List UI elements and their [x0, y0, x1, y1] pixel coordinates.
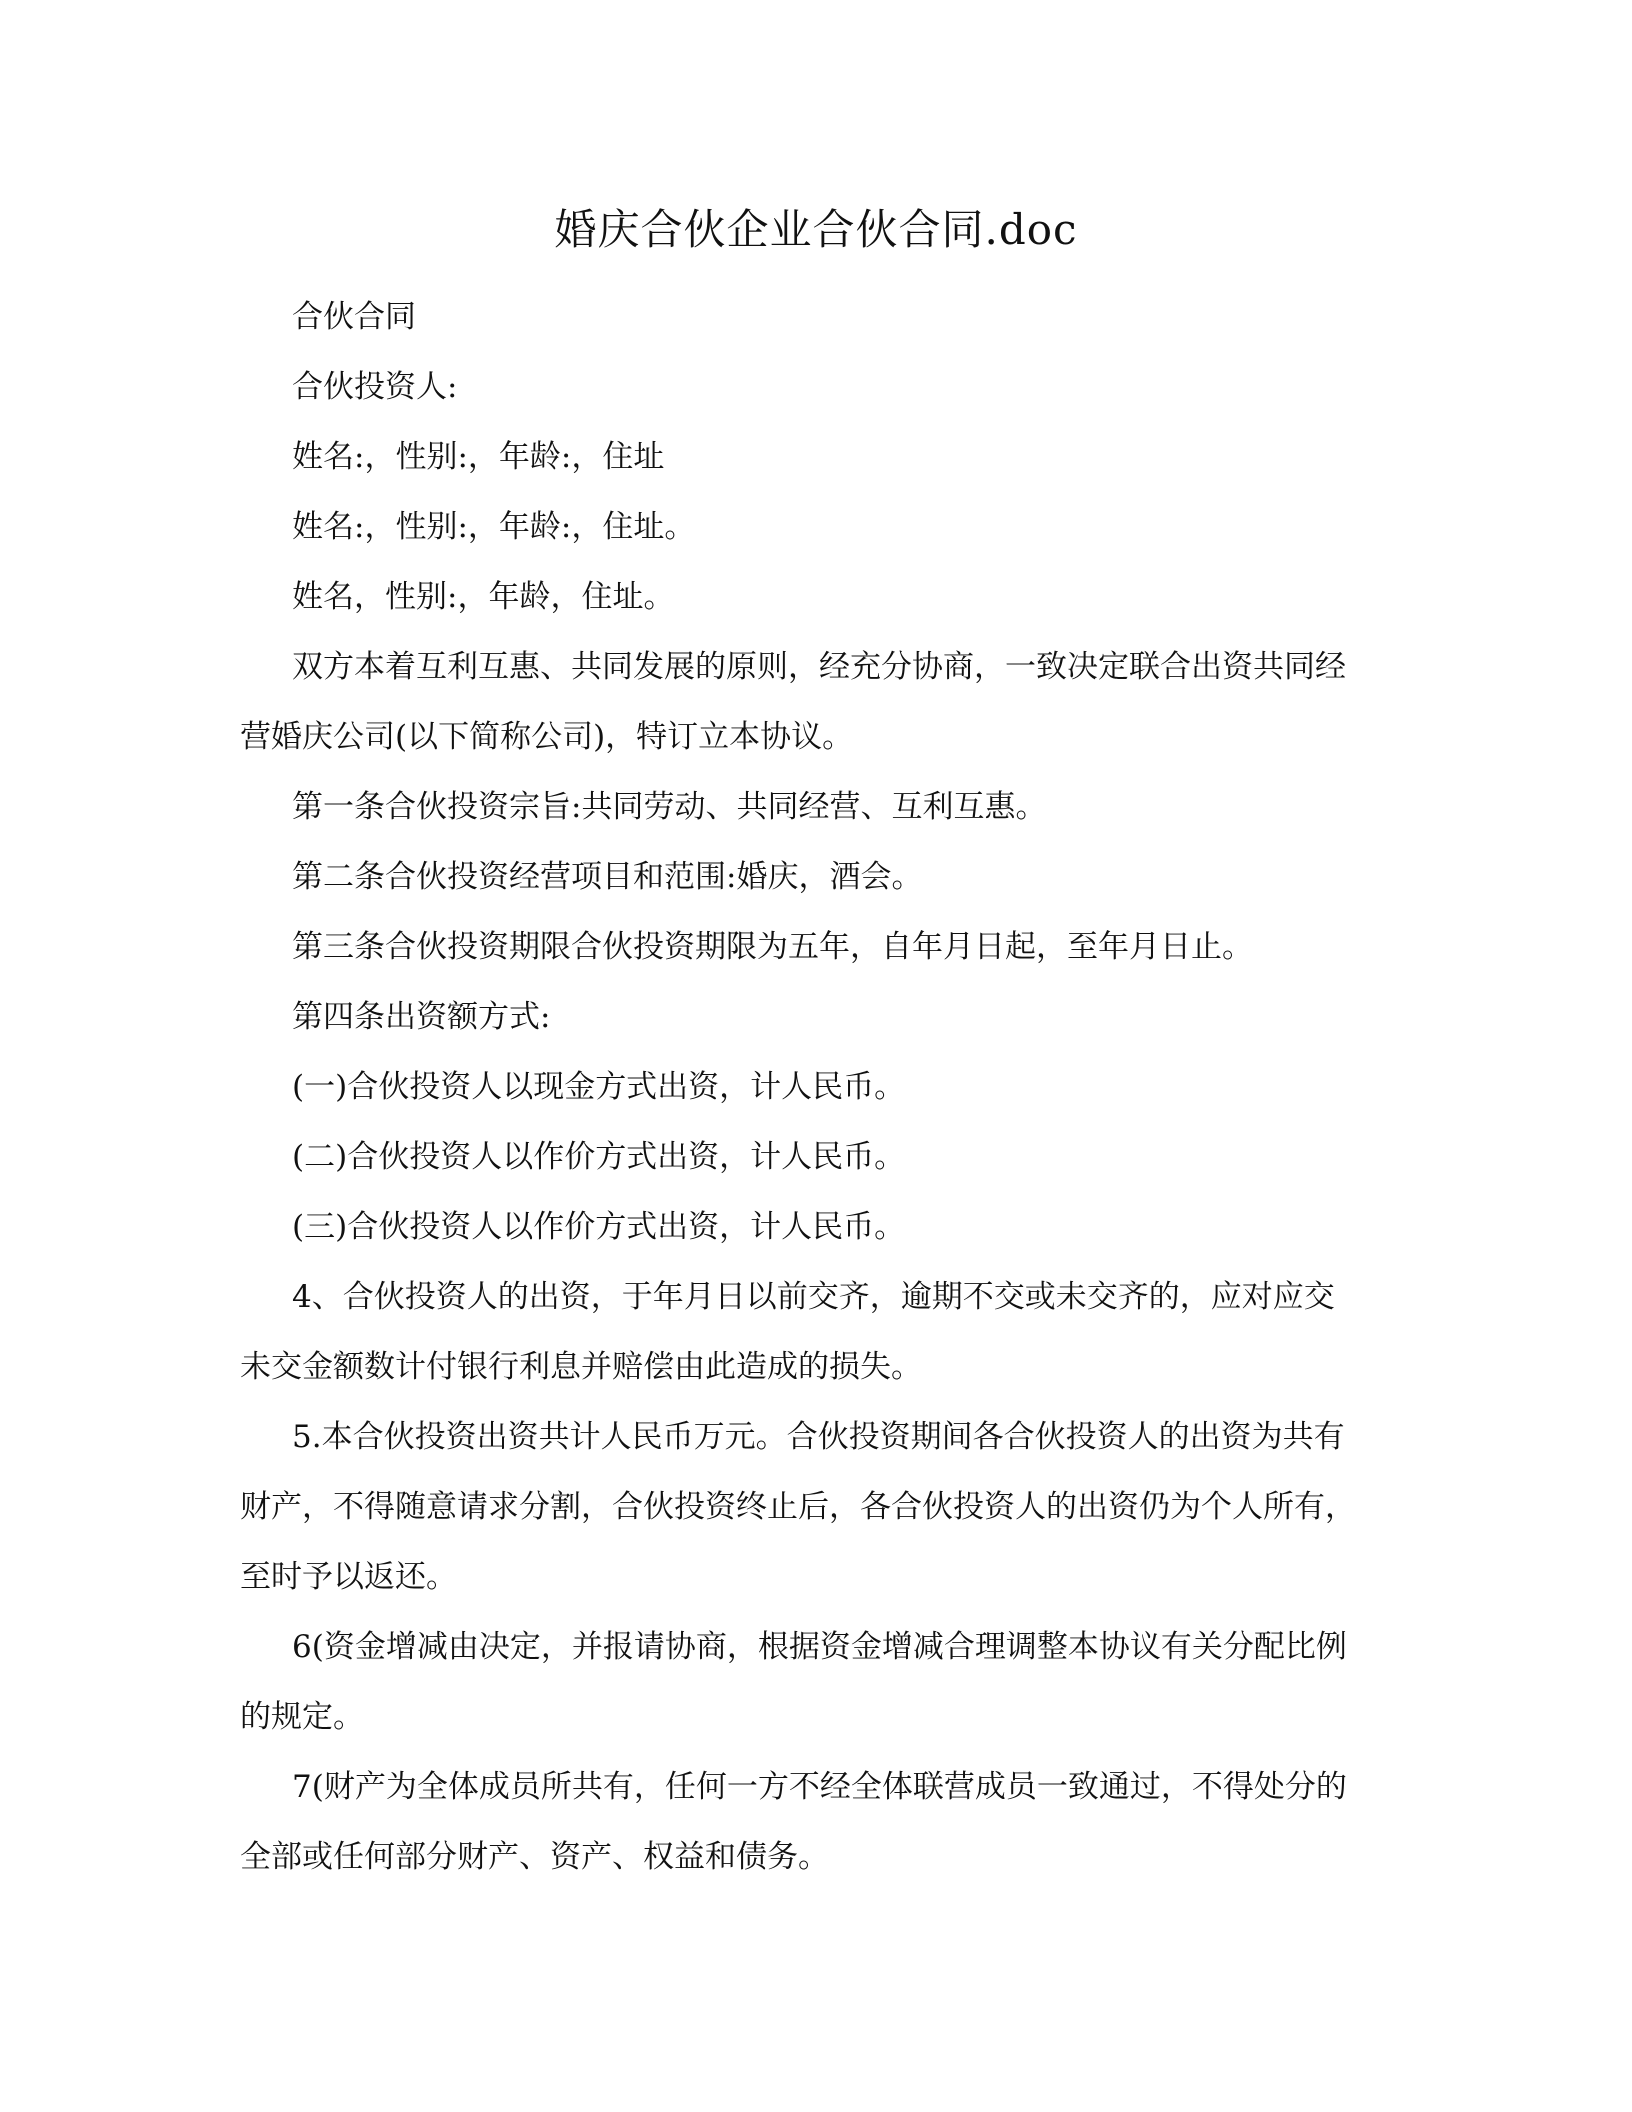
paragraph [240, 282, 1390, 352]
paragraph [240, 1752, 1390, 1892]
paragraph-line: 合伙合同 [292, 299, 416, 335]
paragraph-line: 第一条合伙投资宗旨:共同劳动、共同经营、互利互惠。 [292, 789, 1047, 825]
paragraph [240, 422, 1390, 492]
paragraph-line: 4、合伙投资人的出资，于年月日以前交齐，逾期不交或未交齐的，应对应交 [292, 1279, 1335, 1315]
paragraph-line: 至时予以返还。 [240, 1559, 457, 1595]
paragraph-line: 姓名:，性别:，年龄:，住址。 [292, 509, 696, 545]
paragraph-line: 第三条合伙投资期限合伙投资期限为五年，自年月日起，至年月日止。 [292, 929, 1253, 965]
paragraph-line: 营婚庆公司(以下简称公司)，特订立本协议。 [240, 719, 854, 755]
paragraph-line: (二)合伙投资人以作价方式出资，计人民币。 [292, 1139, 906, 1175]
paragraph-line: 双方本着互利互惠、共同发展的原则，经充分协商，一致决定联合出资共同经 [292, 649, 1346, 685]
paragraph [240, 842, 1390, 912]
paragraph-line: 财产，不得随意请求分割，合伙投资终止后，各合伙投资人的出资仍为个人所有， [240, 1489, 1356, 1525]
paragraph [240, 1612, 1390, 1752]
paragraph [240, 1192, 1390, 1262]
paragraph-line: 6(资金增减由决定，并报请协商，根据资金增减合理调整本协议有关分配比例 [292, 1629, 1347, 1665]
paragraph [240, 1122, 1390, 1192]
paragraph [240, 492, 1390, 562]
paragraph [240, 352, 1390, 422]
paragraph-line: (三)合伙投资人以作价方式出资，计人民币。 [292, 1209, 906, 1245]
paragraph [240, 982, 1390, 1052]
paragraph-line: 全部或任何部分财产、资产、权益和债务。 [240, 1839, 829, 1875]
paragraph-line: 未交金额数计付银行利息并赔偿由此造成的损失。 [240, 1349, 922, 1385]
paragraph-line: 姓名，性别:，年龄，住址。 [292, 579, 675, 615]
paragraph-line: 第四条出资额方式: [292, 999, 551, 1035]
paragraph [240, 562, 1390, 632]
paragraph-line: 第二条合伙投资经营项目和范围:婚庆，酒会。 [292, 859, 923, 895]
paragraph [240, 912, 1390, 982]
paragraph-line: 合伙投资人: [292, 369, 458, 405]
paragraph [240, 1262, 1390, 1402]
paragraph-line: 5.本合伙投资出资共计人民币万元。合伙投资期间各合伙投资人的出资为共有 [292, 1419, 1345, 1455]
paragraph [240, 1052, 1390, 1122]
paragraph [240, 772, 1390, 842]
document-body [240, 282, 1390, 1892]
paragraph-line: 的规定。 [240, 1699, 364, 1735]
paragraph-line: 7(财产为全体成员所共有，任何一方不经全体联营成员一致通过，不得处分的 [292, 1769, 1347, 1805]
paragraph [240, 1402, 1390, 1612]
paragraph [240, 632, 1390, 772]
paragraph-line: (一)合伙投资人以现金方式出资，计人民币。 [292, 1069, 906, 1105]
paragraph-line: 姓名:，性别:，年龄:，住址 [292, 439, 665, 475]
document-title: 婚庆合伙企业合伙合同.doc [554, 205, 1078, 254]
